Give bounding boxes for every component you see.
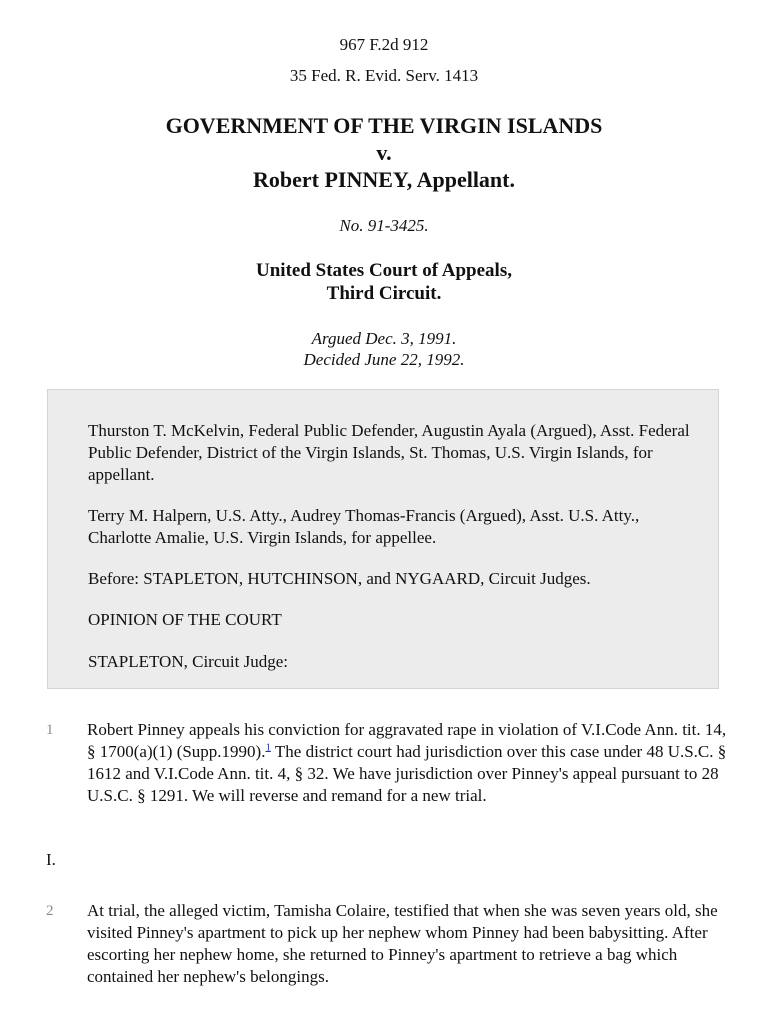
opinion-author: STAPLETON, Circuit Judge:: [88, 652, 288, 671]
docket-number: No. 91-3425.: [339, 216, 429, 235]
decided-date: Decided June 22, 1992.: [303, 350, 465, 369]
evidence-service-citation: 35 Fed. R. Evid. Serv. 1413: [289, 66, 479, 85]
court-name-line-1: United States Court of Appeals,: [256, 260, 512, 281]
paragraph-2: At trial, the alleged victim, Tamisha Colaire, testified that when she was seven years old, she visited Pinney's apartment to pick up her nephew whom Pinney had been babysitting. After escorting her nephew home, she returned to Pinney's apartment to retrieve a bag which contained her nephew's belongings.: [87, 901, 718, 986]
case-dates: [0, 328, 768, 370]
section-heading: I.: [46, 850, 56, 869]
footnote-1-link[interactable]: 1: [265, 741, 271, 754]
paragraph-number-1: 1: [46, 722, 54, 738]
paragraph-number-2: 2: [46, 903, 54, 919]
appellee-counsel: Terry M. Halpern, U.S. Atty., Audrey Thomas-Francis (Argued), Asst. U.S. Atty., Charlotte Amalie, U.S. Virgin Islands, for appellee.: [88, 506, 640, 547]
caption-versus: v.: [376, 140, 392, 165]
argued-date: Argued Dec. 3, 1991.: [311, 329, 457, 348]
counsel-box: [47, 389, 719, 689]
paragraph-1-text-after: The district court had jurisdiction over this case under 48 U.S.C. § 1612 and V.I.Code Ann. tit. 4, § 32. We have jurisdiction over Pinney's appeal pursuant to 28 U.S.C. § 1291. We will reverse and remand for a new trial.: [87, 742, 727, 805]
judges-panel: Before: STAPLETON, HUTCHINSON, and NYGAARD, Circuit Judges.: [88, 569, 591, 588]
appellant-counsel: Thurston T. McKelvin, Federal Public Defender, Augustin Ayala (Argued), Asst. Federal Public Defender, District of the Virgin Islands, St. Thomas, U.S. Virgin Islands, for appellant.: [88, 421, 690, 484]
caption-party-1: GOVERNMENT OF THE VIRGIN ISLANDS: [165, 113, 603, 138]
reporter-citation: 967 F.2d 912: [339, 35, 429, 54]
paragraph-1: [87, 719, 727, 807]
caption-party-2: Robert PINNEY, Appellant.: [253, 167, 515, 192]
opinion-heading: OPINION OF THE COURT: [88, 610, 282, 629]
case-caption: [0, 112, 768, 193]
paragraph-1-text-before: Robert Pinney appeals his conviction for aggravated rape in violation of V.I.Code Ann. tit. 14, § 1700(a)(1) (Supp.1990).: [87, 720, 727, 761]
court-name: [0, 259, 768, 305]
court-name-line-2: Third Circuit.: [326, 283, 442, 304]
